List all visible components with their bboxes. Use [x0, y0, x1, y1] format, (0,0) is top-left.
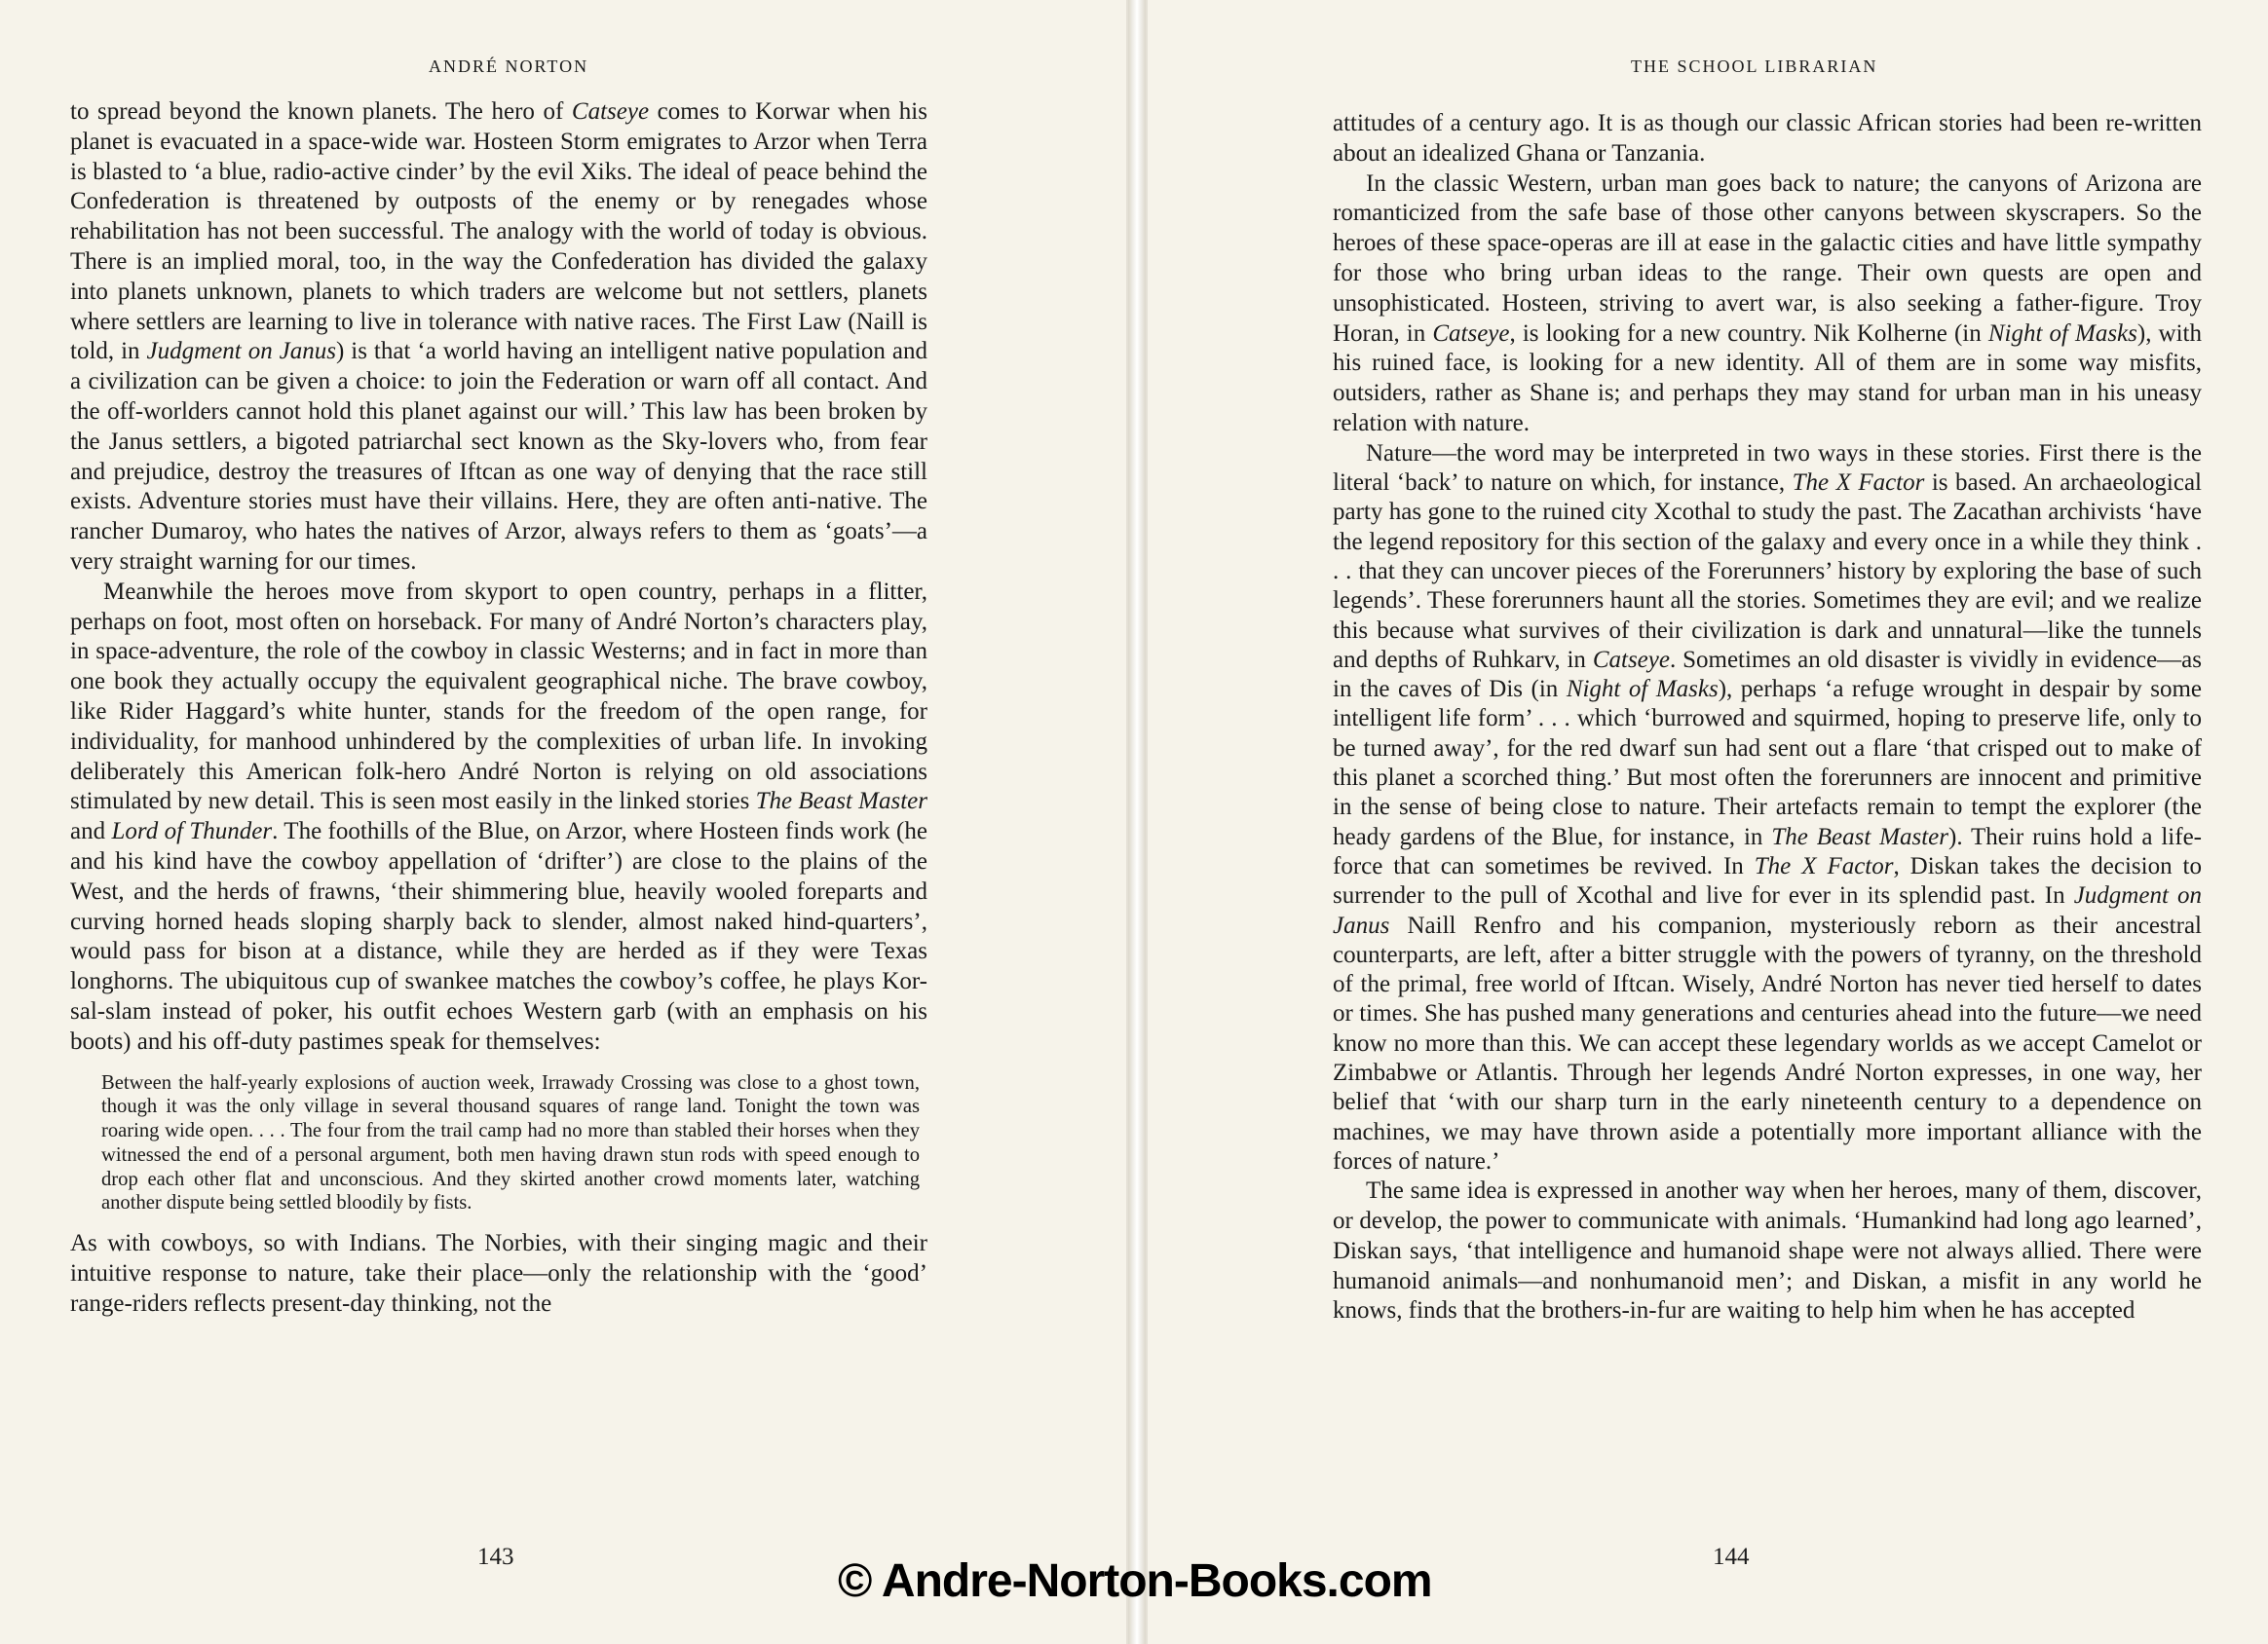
- book-title: Lord of Thunder: [111, 818, 273, 845]
- right-paragraph-2: In the classic Western, urban man goes back to nature; the canyons of Arizona are romanticized from the safe base of those other canyons between skyscrapers. So the heroes of these space-operas are ill at ease in the galactic cities and have little sympathy for those who bring urban ideas to the range. Their own quests are open and unsophisticated. Hosteen, striving to avert war, is also seeking a father-figure. Troy Horan, in Catseye, is looking for a new country. Nik Kolherne (in Night of Masks), with his ruined face, is looking for a new identity. All of them are in some way misfits, outsiders, rather as Shane is; and perhaps they may stand for urban man in his uneasy relation with nature.: [1333, 169, 2202, 436]
- book-title: The X Factor: [1792, 469, 1925, 497]
- left-closing-paragraph: As with cowboys, so with Indians. The Norbies, with their singing magic and their intuitive response to nature, take their place—only the relationship with the ‘good’ range-riders reflects present-day thinking, not the: [70, 1230, 927, 1317]
- left-page: [0, 0, 1128, 1644]
- right-paragraph-1: attitudes of a century ago. It is as though our classic African stories had been re-written about an idealized Ghana or Tanzania.: [1333, 110, 2202, 167]
- book-title: The X Factor: [1754, 852, 1894, 879]
- copyright-watermark: © Andre-Norton-Books.com: [838, 1555, 1432, 1607]
- left-paragraph-1: to spread beyond the known planets. The hero of Catseye comes to Korwar when his planet is evacuated in a space-wide war. Hosteen Storm emigrates to Arzor when Terra is blasted to ‘a blue, radio-active cinder’ by the evil Xiks. The ideal of peace behind the Confederation is threatened by outposts of the enemy or by renegades whose rehabilitation has not been successful. The analogy with the world of today is obvious. There is an implied moral, too, in the way the Confederation has divided the galaxy into planets unknown, planets to which traders are welcome but not settlers, planets where settlers are learning to live in tolerance with native races. The First Law (Naill is told, in Judgment on Janus) is that ‘a world having an intelligent native population and a civilization can be given a choice: to join the Federation or warn off all contact. And the off-worlders cannot hold this planet against our will.’ This law has been broken by the Janus settlers, a bigoted patriarchal sect known as the Sky-lovers who, from fear and prejudice, destroy the treasures of Iftcan as one way of denying that the race still exists. Adventure stories must have their villains. Here, they are often anti-native. The rancher Dumaroy, who hates the natives of Arzor, always refers to them as ‘goats’—a very straight warning for our times.: [70, 98, 927, 575]
- running-head-right: THE SCHOOL LIBRARIAN: [1631, 56, 1878, 76]
- book-gutter: [1128, 0, 1146, 1644]
- block-quote: Between the half-yearly explosions of auction week, Irrawady Crossing was close to a ghost town, though it was the only village in several thousand squares of range land. Tonight the town was roaring wide open. . . . The four from the trail camp had no more than stabled their horses when they witnessed the end of a personal argument, both men having drawn stun rods with speed enough to drop each other flat and unconscious. And they skirted another crowd moments later, watching another dispute being settled bloodily by fists.: [101, 1071, 920, 1214]
- left-text-column: [70, 97, 927, 1320]
- running-head-left: ANDRÉ NORTON: [429, 56, 589, 76]
- left-paragraph-2: Meanwhile the heroes move from skyport to open country, perhaps in a flitter, perhaps on foot, most often on horseback. For many of André Norton’s characters play, in space-adventure, the role of the cowboy in classic Westerns; and in fact in more than one book they actually occupy the equivalent geographical niche. The brave cowboy, like Rider Haggard’s white hunter, stands for the freedom of the open range, for individuality, for manhood unhindered by the complexities of urban life. In invoking deliberately this American folk-hero André Norton is relying on old associations stimulated by new detail. This is seen most easily in the linked stories The Beast Master and Lord of Thunder. The foothills of the Blue, on Arzor, where Hosteen finds work (he and his kind have the cowboy appellation of ‘drifter’) are close to the plains of the West, and the herds of frawns, ‘their shimmering blue, heavily wooled foreparts and curving horned heads sloping sharply back to slender, almost naked hind-quarters’, would pass for bison at a distance, while they are herded as if they were Texas longhorns. The ubiquitous cup of swankee matches the cowboy’s coffee, he plays Kor-sal-slam instead of poker, his outfit echoes Western garb (with an emphasis on his boots) and his off-duty pastimes speak for themselves:: [70, 578, 927, 1055]
- page-number-right: 144: [1713, 1544, 1750, 1570]
- right-paragraph-4: The same idea is expressed in another way when her heroes, many of them, discover, or develop, the power to communicate with animals. ‘Humankind had long ago learned’, Diskan says, ‘that intelligence and humanoid shape were not always allied. There were humanoid animals—and nonhumanoid men’; and Diskan, a misfit in any world he knows, finds that the brothers-in-fur are waiting to help him when he has accepted: [1333, 1177, 2202, 1325]
- book-title: The Beast Master: [1771, 823, 1948, 850]
- right-paragraph-3: Nature—the word may be interpreted in two ways in these stories. First there is the literal ‘back’ to nature on which, for instance, The X Factor is based. An archaeological party has gone to the ruined city Xcothal to study the past. The Zacathan archivists ‘have the legend repository for this section of the galaxy and every once in a while they think . . . that they can uncover pieces of the Forerunners’ history by exploring the base of such legends’. These forerunners haunt all the stories. Sometimes they are evil; and we realize this because what survives of their civilization is dark and unnatural—like the tunnels and depths of Ruhkarv, in Catseye. Sometimes an old disaster is vividly in evidence—as in the caves of Dis (in Night of Masks), perhaps ‘a refuge wrought in despair by some intelligent life form’ . . . which ‘burrowed and squirmed, hoping to preserve life, only to be turned away’, for the red dwarf sun had sent out a flare ‘that crisped out to make of this planet a scorched thing.’ But most often the forerunners are innocent and primitive in the sense of being close to nature. Their artefacts remain to tempt the explorer (the heady gardens of the Blue, for instance, in The Beast Master). Their ruins hold a life-force that can sometimes be revived. In The X Factor, Diskan takes the decision to surrender to the pull of Xcothal and live for ever in its splendid past. In Judgment on Janus Naill Renfro and his companion, mysteriously reborn as their ancestral counterparts, are left, after a bitter struggle with the powers of tyranny, on the threshold of the primal, free world of Iftcan. Wisely, André Norton has never tied herself to dates or times. She has pushed many generations and centuries ahead into the future—we need know no more than this. We can accept these legendary worlds as we accept Camelot or Zimbabwe or Atlantis. Through her legends André Norton expresses, in one way, her belief that ‘with our sharp turn in the early nineteenth century to a dependence on machines, we may have thrown aside a potentially more important alliance with the forces of nature.’: [1333, 439, 2202, 1175]
- book-title: Night of Masks: [1987, 319, 2137, 347]
- page-number-left: 143: [477, 1544, 514, 1570]
- book-title: Judgment on Janus: [1333, 882, 2202, 939]
- book-title: Night of Masks: [1566, 676, 1719, 703]
- book-title: The Beast Master: [755, 788, 927, 815]
- book-title: Catseye: [1432, 319, 1510, 347]
- book-title: Catseye: [1592, 646, 1670, 673]
- book-title: Catseye: [571, 98, 650, 125]
- right-text-column: [1333, 109, 2202, 1326]
- book-title: Judgment on Janus: [146, 338, 336, 365]
- right-page: [1146, 0, 2268, 1644]
